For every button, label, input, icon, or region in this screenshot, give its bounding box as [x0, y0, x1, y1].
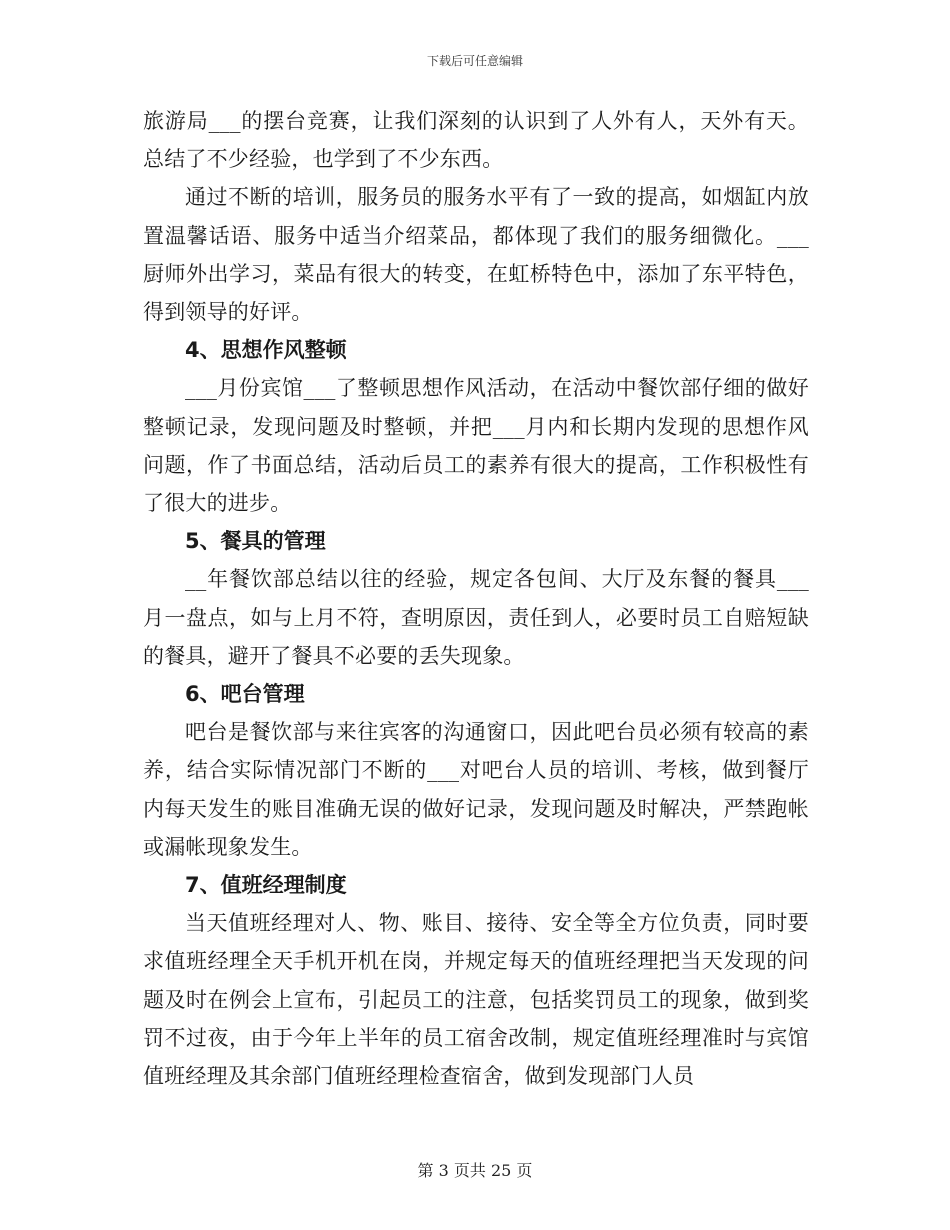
paragraph: 旅游局___的摆台竞赛，让我们深刻的认识到了人外有人，天外有天。总结了不少经验，也学到了不少东西。	[143, 109, 809, 172]
section-heading: 4、思想作风整顿	[185, 338, 347, 363]
document-body	[143, 102, 809, 1095]
paragraph: 吧台是餐饮部与来往宾客的沟通窗口，因此吧台员必须有较高的素养，结合实际情况部门不断的___对吧台人员的培训、考核，做到餐厅内每天发生的账目准确无误的做好记录，发现问题及时解决，严禁跑帐或漏帐现象发生。	[143, 720, 809, 859]
section-heading: 5、餐具的管理	[185, 529, 326, 554]
paragraph: 通过不断的培训，服务员的服务水平有了一致的提高，如烟缸内放置温馨话语、服务中适当介绍菜品，都体现了我们的服务细微化。___厨师外出学习，菜品有很大的转变，在虹桥特色中，添加了东平特色，得到领导的好评。	[143, 185, 809, 325]
paragraph: 当天值班经理对人、物、账目、接待、安全等全方位负责，同时要求值班经理全天手机开机在岗，并规定每天的值班经理把当天发现的问题及时在例会上宣布，引起员工的注意，包括奖罚员工的现象，做到奖罚不过夜，由于今年上半年的员工宿舍改制，规定值班经理准时与宾馆值班经理及其余部门值班经理检查宿舍，做到发现部门人员	[143, 911, 809, 1089]
page-footer: 第 3 页共 25 页	[417, 1161, 533, 1180]
paragraph: __年餐饮部总结以往的经验，规定各包间、大厅及东餐的餐具___月一盘点，如与上月不符，查明原因，责任到人，必要时员工自赔短缺的餐具，避开了餐具不必要的丢失现象。	[143, 567, 809, 668]
section-heading: 7、值班经理制度	[185, 873, 347, 898]
paragraph: ___月份宾馆___了整顿思想作风活动，在活动中餐饮部仔细的做好整顿记录，发现问题及时整顿，并把___月内和长期内发现的思想作风问题，作了书面总结，活动后员工的素养有很大的提高，工作积极性有了很大的进步。	[143, 376, 809, 516]
page-header: 下载后可任意编辑	[426, 54, 523, 68]
section-heading: 6、吧台管理	[185, 682, 305, 707]
